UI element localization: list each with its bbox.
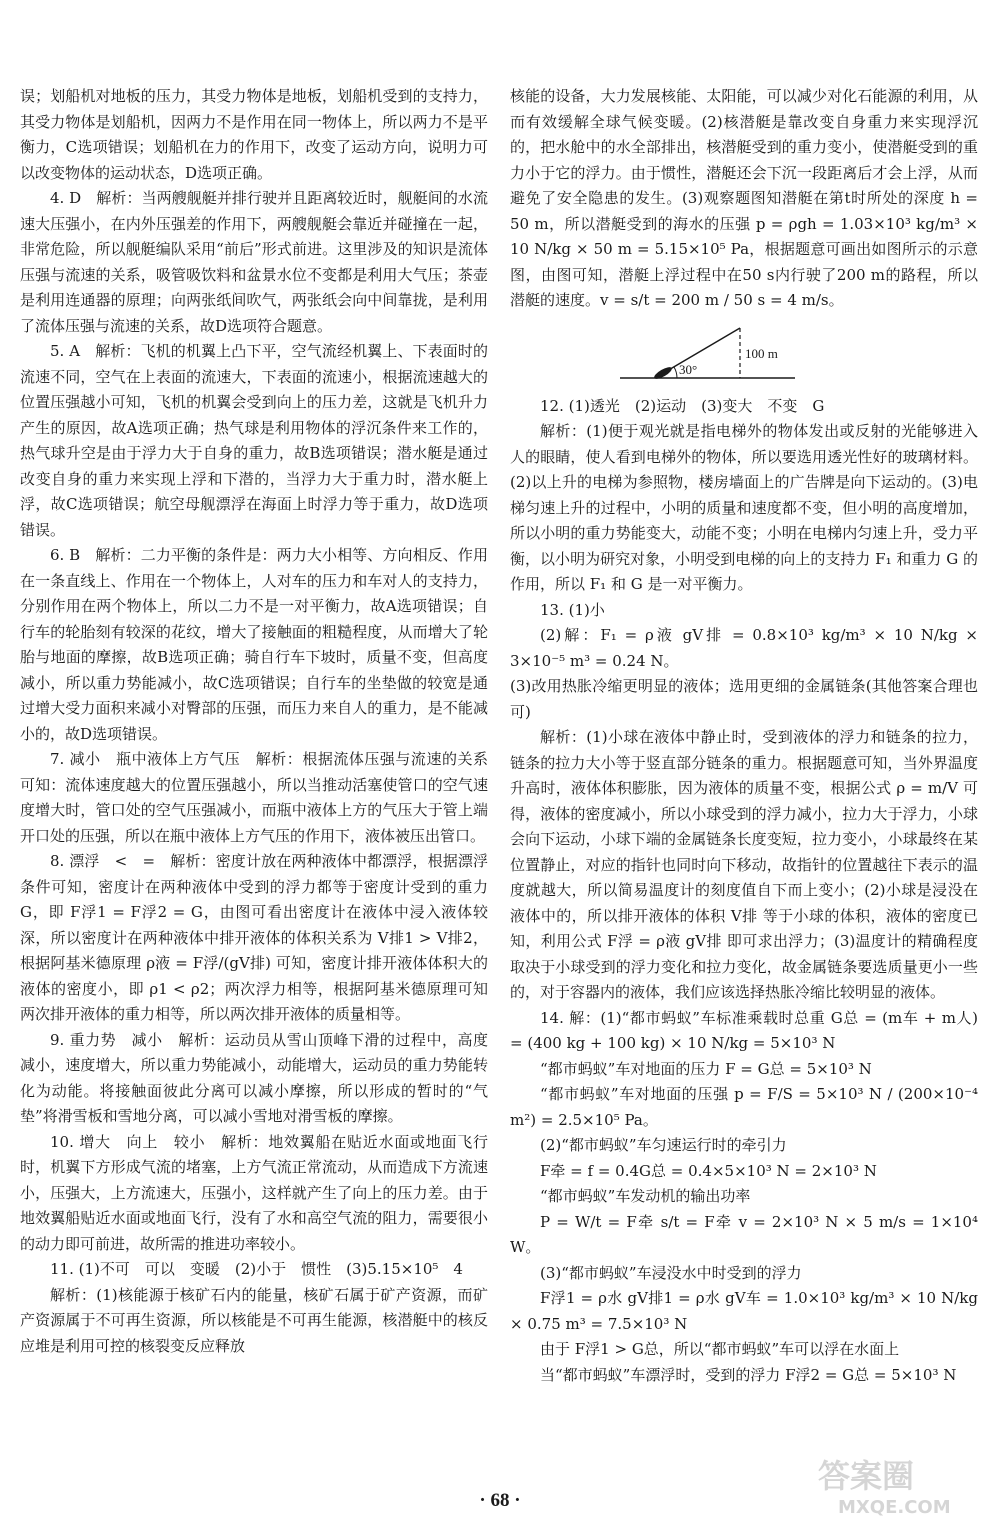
page-number: · 68 · (479, 1490, 521, 1511)
watermark-url: MXQE.COM (838, 1497, 951, 1518)
paragraph: “都市蚂蚁”车对地面的压强 p = F/S = 5×10³ N / (200×10⁻⁴ m²) = 2.5×10⁵ Pa。 (510, 1085, 978, 1129)
paragraph: F牵 = f = 0.4G总 = 0.4×5×10³ N = 2×10³ N (540, 1161, 877, 1180)
height-label: 100 m (745, 345, 778, 361)
paragraph: (3)“都市蚂蚁”车浸没水中时受到的浮力 (540, 1263, 802, 1282)
paragraph: 14. 解：(1)“都市蚂蚁”车标准乘载时总重 G总 = (m车 + m人) = (400 kg + 100 kg) × 10 N/kg = 5×10³ N (510, 1008, 978, 1052)
paragraph: 误；划船机对地板的压力，其受力物体是地板，划船机受到的支持力，其受力物体是划船机，因两力不是作用在同一物体上，所以两力不是平衡力，C选项错误；划船机在力的作用下，改变了运动方向，说明力可以改变物体的运动状态，D选项正确。 (20, 87, 488, 182)
paragraph: 13. (1)小 (540, 600, 605, 619)
paragraph: 4. D 解析：当两艘舰艇并排行驶并且距离较近时，舰艇间的水流速大压强小，在内外压强差的作用下，两艘舰艇会靠近并碰撞在一起，非常危险，所以舰艇编队采用“前后”形式前进。这里涉及的知识是流体压强与流速的关系，吸管吸饮料和盆景水位不变都是利用大气压；茶壶是利用连通器的原理；向两张纸间吹气，两张纸会向中间靠拢，是利用了流体压强与流速的关系，故D选项符合题意。 (20, 189, 488, 335)
angle-label: 30° (679, 361, 698, 377)
paragraph: 10. 增大 向上 较小 解析：地效翼船在贴近水面或地面飞行时，机翼下方形成气流的堵塞，上方气流正常流动，从而造成下方流速小，压强大，上方流速大，压强小，这样就产生了向上的压力差。由于地效翼船贴近水面或地面飞行，没有了水和高空气流的阻力，需要很小的动力即可前进，故所需的推进功率较小。 (20, 1132, 488, 1253)
left-column (20, 84, 488, 1359)
paragraph: 7. 减小 瓶中液体上方气压 解析：根据流体压强与流速的关系可知：流体速度越大的位置压强越小，所以当推动活塞使管口的空气速度增大时，管口处的空气压强减小，而瓶中液体上方的气压大于管上端开口处的压强，所以在瓶中液体上方气压的作用下，液体被压出管口。 (20, 750, 488, 845)
paragraph: 由于 F浮1 > G总，所以“都市蚂蚁”车可以浮在水面上 (540, 1340, 900, 1358)
paragraph: 6. B 解析：二力平衡的条件是：两力大小相等、方向相反、作用在一条直线上、作用在一个物体上，人对车的压力和车对人的支持力，分别作用在两个物体上，所以二力不是一对平衡力，故A选项错误；自行车的轮胎刻有较深的花纹，增大了接触面的粗糙程度，从而增大了轮胎与地面的摩擦，故B选项正确；骑自行车下坡时，质量不变，但高度减小，所以重力势能减小，故C选项错误；自行车的坐垫做的较宽是通过增大受力面积来减小对臀部的压强，而压力来自人的重力，是不能减小的，故D选项错误。 (20, 546, 488, 743)
paragraph: “都市蚂蚁”车对地面的压力 F = G总 = 5×10³ N (540, 1059, 872, 1078)
paragraph: 9. 重力势 减小 解析：运动员从雪山顶峰下滑的过程中，高度减小，速度增大，所以重力势能减小，动能增大，运动员的重力势能转化为动能。将接触面彼此分离可以减小摩擦，所以形成的暂时的“气垫”将滑雪板和雪地分离，可以减小雪地对滑雪板的摩擦。 (20, 1030, 488, 1125)
paragraph: (3)改用热胀冷缩更明显的液体；选用更细的金属链条(其他答案合理也可) (510, 677, 978, 721)
paragraph: 解析：(1)便于观光就是指电梯外的物体发出或反射的光能够进入人的眼睛，使人看到电梯外的物体，所以要选用透光性好的玻璃材料。(2)以上升的电梯为参照物，楼房墙面上的广告牌是向下运动的。(3)电梯匀速上升的过程中，小明的质量和速度都不变，但小明的高度增加，所以小明的重力势能变大，动能不变；小明在电梯内匀速上升，受力平衡，以小明为研究对象，小明受到电梯的向上的支持力 F₁ 和重力 G 的作用，所以 F₁ 和 G 是一对平衡力。 (510, 422, 978, 593)
watermark-text: 答案圈 (818, 1457, 915, 1495)
paragraph: 解析：(1)小球在液体中静止时，受到液体的浮力和链条的拉力，链条的拉力大小等于竖直部分链条的重力。根据题意可知，当外界温度升高时，液体体积膨胀，因为液体的质量不变，根据公式 ρ = m/V 可得，液体的密度减小，所以小球受到的浮力减小，拉力大于浮力，小球会向下运动，小球下端的金属链条长度变短，拉力变小，小球最终在某位置静止，对应的指针也同时向下移动，故指针的位置越往下表示的温度就越大，所以简易温度计的刻度值自下而上变小；(2)小球是浸没在液体中的，所以排开液体的体积 V排 等于小球的体积，液体的密度已知，利用公式 F浮 = ρ液 gV排 即可求出浮力；(3)温度计的精确程度取决于小球受到的浮力变化和拉力变化，故金属链条要选质量更小一些的，对于容器内的液体，我们应该选择热胀冷缩比较明显的液体。 (510, 728, 978, 1001)
paragraph: “都市蚂蚁”车发动机的输出功率 (540, 1187, 751, 1205)
paragraph: (2)“都市蚂蚁”车匀速运行时的牵引力 (540, 1136, 787, 1154)
paragraph: 当“都市蚂蚁”车漂浮时，受到的浮力 F浮2 = G总 = 5×10³ N (540, 1365, 957, 1384)
paragraph: 11. (1)不可 可以 变暖 (2)小于 惯性 (3)5.15×10⁵ 4 (50, 1260, 463, 1278)
paragraph: 核能的设备，大力发展核能、太阳能，可以减少对化石能源的利用，从而有效缓解全球气候变暖。(2)核潜艇是靠改变自身重力来实现浮沉的，把水舱中的水全部排出，核潜艇受到的重力变小，使潜艇受到的重力小于它的浮力。由于惯性，潜艇还会下沉一段距离后才会上浮，从而避免了安全隐患的发生。(3)观察题图知潜艇在第t时所处的深度 h = 50 m，所以潜艇受到的海水的压强 p = ρgh = 1.03×10³ kg/m³ × 10 N/kg × 50 m = 5.15×10⁵ Pa，根据题意可画出如图所示的示意图，由图可知，潜艇上浮过程中在50 s内行驶了200 m的路程，所以潜艇的速度。v = s/t = 200 m / 50 s = 4 m/s。 (510, 87, 978, 309)
submarine-ascent-diagram (615, 320, 805, 390)
paragraph: 8. 漂浮 < = 解析：密度计放在两种液体中都漂浮，根据漂浮条件可知，密度计在两种液体中受到的浮力都等于密度计受到的重力G，即 F浮1 = F浮2 = G，由图可看出密度计在液体中浸入液体较深，所以密度计在两种液体中排开液体的体积关系为 V排1 > V排2，根据阿基米德原理 ρ液 = F浮/(gV排) 可知，密度计排开液体体积大的液体的密度小，即 ρ1 < ρ2；两次浮力相等，根据阿基米德原理可知两次排开液体的重力相等，所以两次排开液体的质量相等。 (20, 852, 488, 1023)
paragraph: (2)解：F₁ = ρ液 gV排 = 0.8×10³ kg/m³ × 10 N/kg × 3×10⁻⁵ m³ = 0.24 N。 (510, 626, 978, 670)
paragraph: P = W/t = F牵 s/t = F牵 v = 2×10³ N × 5 m/s = 1×10⁴ W。 (510, 1212, 978, 1256)
watermark-logo (808, 1451, 978, 1521)
right-column (510, 84, 978, 1388)
paragraph: 解析：(1)核能源于核矿石内的能量，核矿石属于矿产资源，而矿产资源属于不可再生资源，所以核能是不可再生能源，核潜艇中的核反应堆是利用可控的核裂变反应释放 (20, 1285, 488, 1355)
paragraph: 12. (1)透光 (2)运动 (3)变大 不变 G (540, 396, 825, 415)
paragraph: 5. A 解析：飞机的机翼上凸下平，空气流经机翼上、下表面时的流速不同，空气在上表面的流速大，下表面的流速小，根据流速越大的位置压强越小可知，飞机的机翼会受到向上的压力差，这就是飞机升力产生的原因，故A选项正确；热气球是利用物体的浮沉条件来工作的，热气球升空是由于浮力大于自身的重力，故B选项错误；潜水艇是通过改变自身的重力来实现上浮和下潜的，当浮力大于重力时，潜水艇上浮，故C选项错误；航空母舰漂浮在海面上时浮力等于重力，故D选项错误。 (20, 342, 488, 539)
paragraph: F浮1 = ρ水 gV排1 = ρ水 gV车 = 1.0×10³ kg/m³ × 10 N/kg × 0.75 m³ = 7.5×10³ N (510, 1289, 978, 1333)
angle-arc (674, 367, 677, 378)
